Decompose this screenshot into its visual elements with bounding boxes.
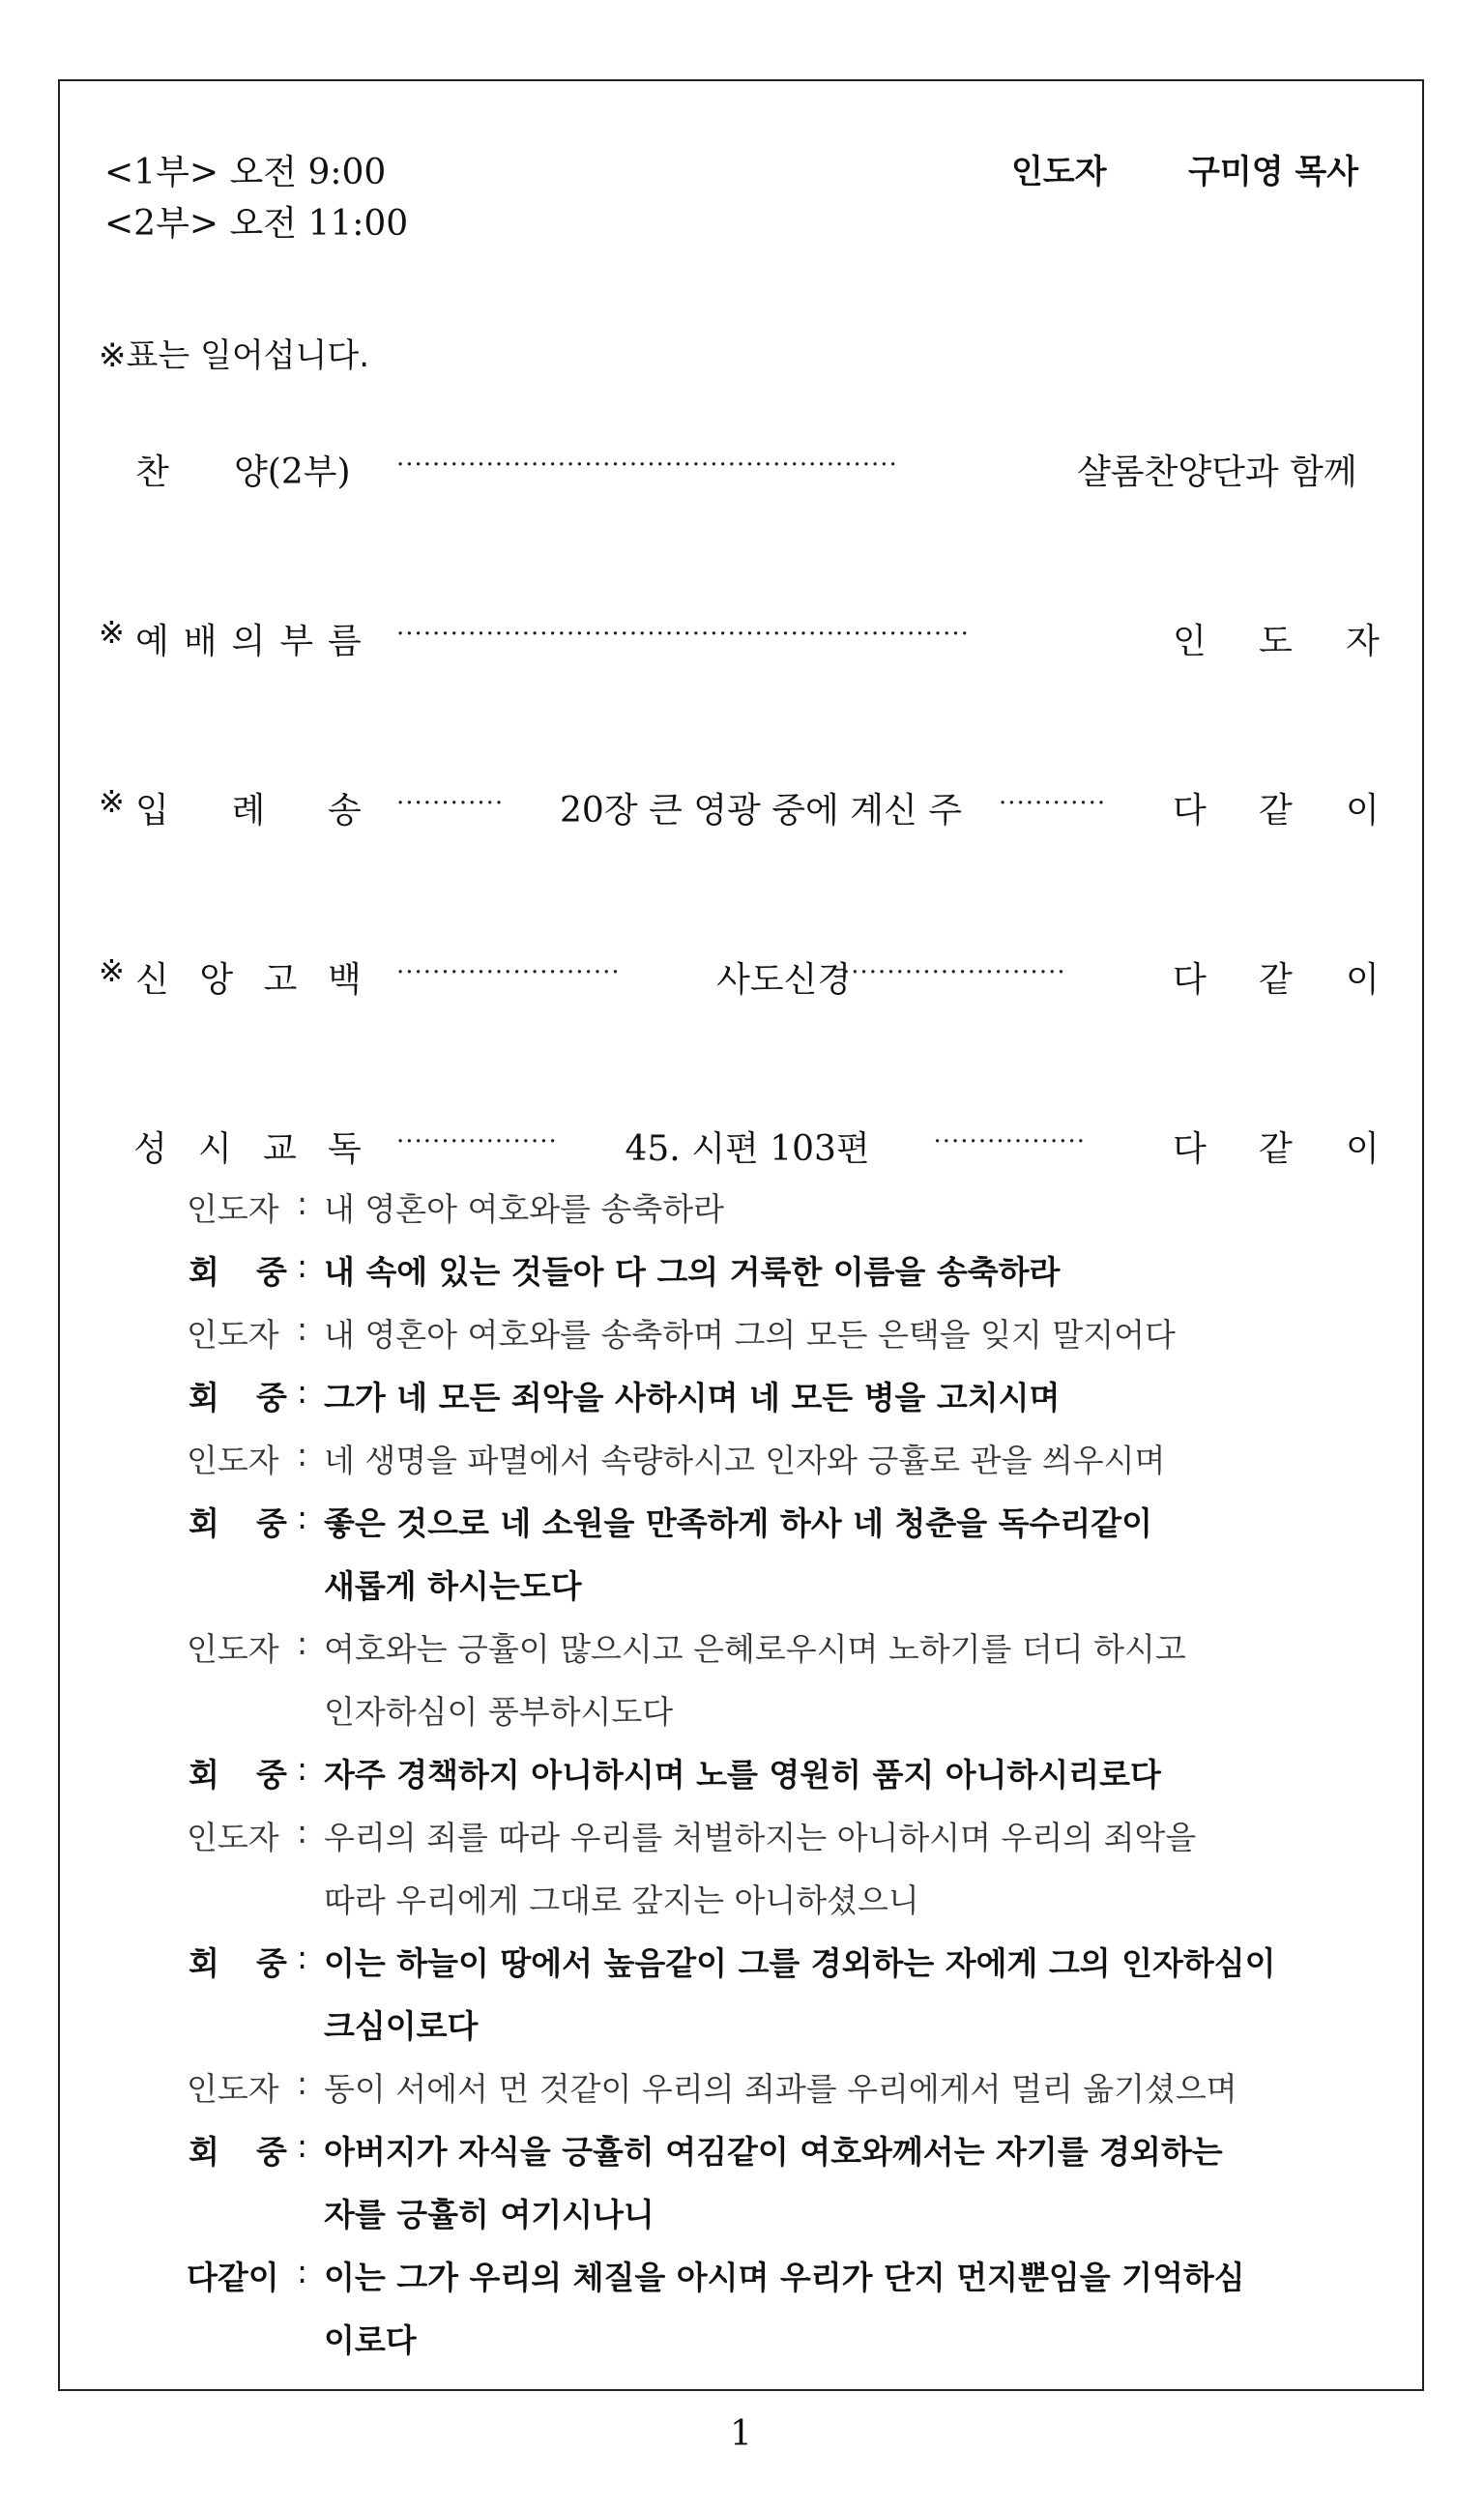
order-mark: ※ <box>99 783 125 820</box>
order-who-char: 같 <box>1259 1129 1293 1169</box>
reading-text: 내 영혼아 여호와를 송축하라 <box>324 1190 725 1228</box>
reading-speaker-leader: 인도자 <box>187 1819 279 1856</box>
order-who-char: 자 <box>1346 622 1380 661</box>
order-mark: ※ <box>99 952 125 989</box>
leader-dots: ············ <box>999 789 1107 818</box>
order-label-char: 입 <box>135 791 169 831</box>
leader-dots: ························································ <box>396 451 898 480</box>
reading-text: 아버지가 자식을 긍휼히 여김같이 여호와께서는 자기를 경외하는 <box>324 2133 1223 2171</box>
page-number: 1 <box>730 2414 752 2454</box>
order-who-char: 같 <box>1259 960 1293 1000</box>
leader-dots: ············ <box>396 789 505 818</box>
reading-colon: : <box>297 2064 308 2102</box>
reading-text: 이는 하늘이 땅에서 높음같이 그를 경외하는 자에게 그의 인자하심이 <box>324 1944 1276 1982</box>
order-mark: ※ <box>99 614 125 651</box>
reading-text-cont: 크심이로다 <box>324 2007 479 2045</box>
reading-colon: : <box>297 1310 308 1348</box>
order-who-char: 이 <box>1346 791 1380 831</box>
order-label-char: 례 <box>231 791 266 831</box>
service-time-1: <1부> 오전 9:00 <box>104 153 387 192</box>
leader-label: 인도자 <box>1011 153 1107 191</box>
order-label-char: 앙 <box>199 960 234 1000</box>
order-who-char: 이 <box>1346 960 1380 1000</box>
order-who-char: 같 <box>1259 791 1293 831</box>
reading-text: 좋은 것으로 네 소원을 만족하게 하사 네 청춘을 독수리같이 <box>324 1504 1152 1542</box>
reading-text-cont: 자를 긍휼히 여기시나니 <box>324 2196 655 2233</box>
reading-text-cont: 따라 우리에게 그대로 갚지는 아니하셨으니 <box>324 1882 919 1919</box>
order-title: 20장 큰 영광 중에 계신 주 <box>560 791 963 831</box>
service-time-2: <2부> 오전 11:00 <box>104 204 409 244</box>
reading-text: 내 영혼아 여호와를 송축하며 그의 모든 은택을 잊지 말지어다 <box>324 1316 1176 1354</box>
reading-colon: : <box>297 2253 308 2290</box>
leader-dots: ························· <box>396 958 621 987</box>
reading-speaker-people: 회 <box>189 1756 219 1794</box>
standing-notice: ※표는 일어섭니다. <box>99 336 370 375</box>
reading-speaker-people: 회 <box>189 1253 219 1291</box>
reading-speaker-people: 회 <box>189 1379 219 1416</box>
reading-colon: : <box>297 1247 308 1285</box>
reading-text-cont: 이로다 <box>324 2321 417 2359</box>
order-label-char: 백 <box>328 960 362 1000</box>
order-label-char: 독 <box>328 1129 362 1169</box>
order-who: 샬롬찬양단과 함께 <box>1077 452 1357 492</box>
reading-speaker-people: 중 <box>256 1756 287 1794</box>
leader-name: 구미영 목사 <box>1188 153 1359 191</box>
reading-speaker-leader: 인도자 <box>187 2070 279 2108</box>
leader-dots: ················· <box>933 1127 1086 1156</box>
order-label-char: 의 <box>231 622 266 661</box>
reading-speaker-people: 중 <box>256 1379 287 1416</box>
reading-text: 동이 서에서 먼 것같이 우리의 죄과를 우리에게서 멀리 옮기셨으며 <box>324 2070 1237 2108</box>
order-title: 사도신경 <box>716 960 852 1000</box>
reading-speaker-people: 중 <box>256 1944 287 1982</box>
reading-colon: : <box>297 1939 308 1976</box>
order-who-char: 다 <box>1173 960 1207 1000</box>
reading-colon: : <box>297 1436 308 1473</box>
reading-colon: : <box>297 1750 308 1788</box>
leader-dots: ································································ <box>396 620 970 649</box>
reading-colon: : <box>297 2127 308 2165</box>
reading-text: 여호와는 긍휼이 많으시고 은혜로우시며 노하기를 더디 하시고 <box>324 1630 1186 1668</box>
reading-speaker-leader: 인도자 <box>187 1630 279 1668</box>
reading-text: 자주 경책하지 아니하시며 노를 영원히 품지 아니하시리로다 <box>324 1756 1161 1794</box>
leader-dots: ························· <box>842 958 1066 987</box>
reading-speaker-people: 회 <box>189 1944 219 1982</box>
page-frame <box>58 79 1424 2391</box>
order-label-char: 송 <box>328 791 362 831</box>
leader-dots: ·················· <box>396 1127 558 1156</box>
order-label-char: 신 <box>135 960 169 1000</box>
order-who-char: 다 <box>1173 791 1207 831</box>
reading-text: 네 생명을 파멸에서 속량하시고 인자와 긍휼로 관을 씌우시며 <box>324 1442 1166 1479</box>
order-label-char: 고 <box>263 960 298 1000</box>
reading-colon: : <box>297 1499 308 1536</box>
reading-colon: : <box>297 1813 308 1851</box>
reading-speaker-people: 중 <box>256 1504 287 1542</box>
reading-speaker-leader: 인도자 <box>187 1316 279 1354</box>
reading-speaker-people: 회 <box>189 1504 219 1542</box>
reading-colon: : <box>297 1624 308 1662</box>
order-label-char: 양(2부) <box>234 452 351 492</box>
reading-text: 내 속에 있는 것들아 다 그의 거룩한 이름을 송축하라 <box>324 1253 1061 1291</box>
order-label-char: 시 <box>198 1129 232 1169</box>
order-label-char: 배 <box>183 622 218 661</box>
reading-text-cont: 새롭게 하시는도다 <box>324 1567 582 1605</box>
reading-text: 이는 그가 우리의 체질을 아시며 우리가 단지 먼지뿐임을 기억하심 <box>324 2259 1245 2296</box>
order-who-char: 이 <box>1346 1129 1380 1169</box>
order-label-char: 부 <box>279 622 314 661</box>
order-who-char: 다 <box>1173 1129 1207 1169</box>
reading-speaker-all: 다같이 <box>187 2259 279 2296</box>
order-who-char: 인 <box>1173 622 1207 661</box>
reading-speaker-people: 회 <box>189 2133 219 2171</box>
reading-colon: : <box>297 1373 308 1411</box>
reading-text: 그가 네 모든 죄악을 사하시며 네 모든 병을 고치시며 <box>324 1379 1061 1416</box>
reading-speaker-people: 중 <box>256 1253 287 1291</box>
reading-text-cont: 인자하심이 풍부하시도다 <box>324 1693 674 1731</box>
reading-speaker-leader: 인도자 <box>187 1190 279 1228</box>
order-label-char: 찬 <box>135 452 169 492</box>
order-label-char: 교 <box>263 1129 297 1169</box>
reading-speaker-people: 중 <box>256 2133 287 2171</box>
order-title: 45. 시편 103편 <box>625 1129 870 1169</box>
order-who-char: 도 <box>1259 622 1293 661</box>
order-label-char: 름 <box>328 622 362 661</box>
reading-speaker-leader: 인도자 <box>187 1442 279 1479</box>
order-label-char: 성 <box>133 1129 167 1169</box>
reading-colon: : <box>297 1184 308 1222</box>
reading-text: 우리의 죄를 따라 우리를 처벌하지는 아니하시며 우리의 죄악을 <box>324 1819 1197 1856</box>
order-label-char: 예 <box>135 622 169 661</box>
